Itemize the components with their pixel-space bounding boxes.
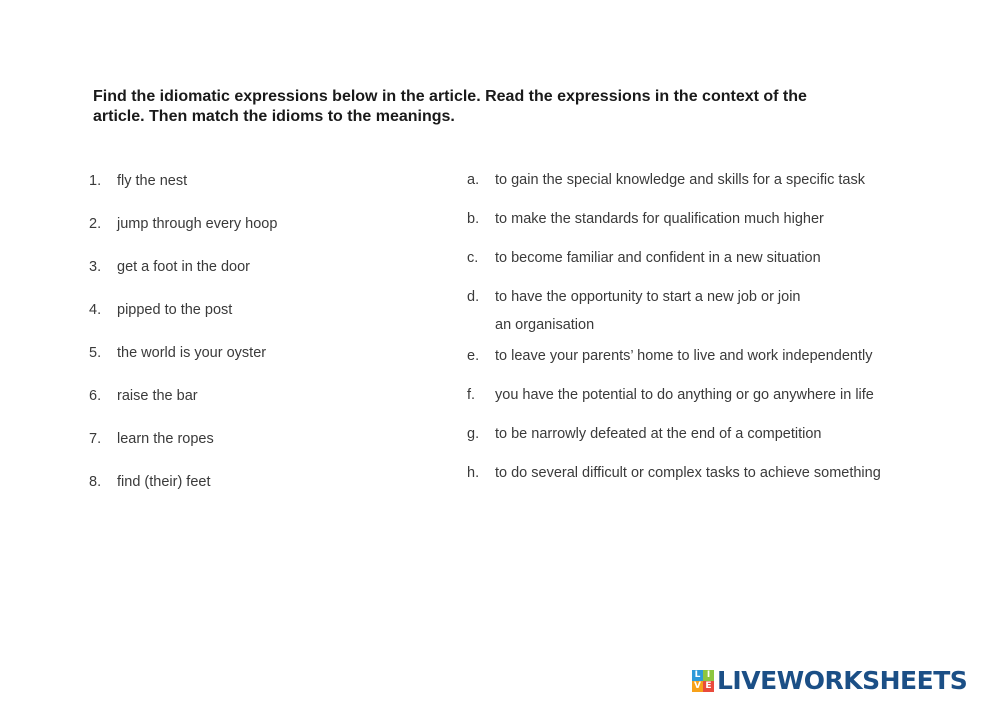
idiom-text: find (their) feet bbox=[117, 474, 211, 490]
logo-badge-letter: I bbox=[703, 670, 714, 681]
idiom-item bbox=[89, 387, 277, 430]
meaning-text: to become familiar and confident in a new situation bbox=[495, 250, 821, 266]
meaning-letter: a. bbox=[467, 172, 480, 188]
idiom-text: pipped to the post bbox=[117, 302, 233, 318]
idiom-item bbox=[89, 301, 277, 344]
idiom-item bbox=[89, 430, 277, 473]
idiom-text: learn the ropes bbox=[117, 431, 214, 447]
meaning-item bbox=[467, 171, 881, 210]
meaning-text: to make the standards for qualification much higher bbox=[495, 211, 824, 227]
idiom-text: raise the bar bbox=[117, 388, 198, 404]
meaning-letter: f. bbox=[467, 387, 476, 403]
meaning-letter: b. bbox=[467, 211, 480, 227]
meaning-item bbox=[467, 425, 881, 464]
idiom-number: 2. bbox=[89, 216, 102, 232]
idiom-item bbox=[89, 172, 277, 215]
meaning-item bbox=[467, 283, 881, 350]
idiom-text: jump through every hoop bbox=[117, 216, 278, 232]
instructions bbox=[93, 87, 883, 127]
meaning-item bbox=[467, 347, 881, 386]
logo-badge-letter: L bbox=[692, 670, 703, 681]
meaning-text: you have the potential to do anything or go anywhere in life bbox=[495, 387, 874, 403]
idiom-number: 8. bbox=[89, 474, 102, 490]
meaning-letter: c. bbox=[467, 250, 479, 266]
idiom-number: 3. bbox=[89, 259, 102, 275]
idiom-number: 5. bbox=[89, 345, 102, 361]
meaning-text-continued: an organisation bbox=[495, 317, 595, 333]
instructions-line-2: article. Then match the idioms to the meanings. bbox=[93, 108, 455, 125]
idiom-number: 4. bbox=[89, 302, 102, 318]
idiom-item bbox=[89, 215, 277, 258]
idiom-text: fly the nest bbox=[117, 173, 188, 189]
idiom-item bbox=[89, 473, 277, 516]
meaning-item bbox=[467, 210, 881, 249]
idiom-text: get a foot in the door bbox=[117, 259, 251, 275]
meaning-list bbox=[467, 171, 881, 503]
logo-badge-letter: V bbox=[692, 681, 703, 692]
meaning-item bbox=[467, 386, 881, 425]
liveworksheets-logo bbox=[692, 666, 967, 696]
meaning-text: to leave your parents’ home to live and work independently bbox=[495, 348, 873, 364]
logo-badge-letter: E bbox=[703, 681, 714, 692]
idiom-number: 1. bbox=[89, 173, 102, 189]
idiom-item bbox=[89, 258, 277, 301]
idiom-text: the world is your oyster bbox=[117, 345, 267, 361]
meaning-letter: e. bbox=[467, 348, 480, 364]
idiom-number: 6. bbox=[89, 388, 102, 404]
instructions-line-1: Find the idiomatic expressions below in the article. Read the expressions in the context of the bbox=[93, 88, 807, 105]
meaning-text: to have the opportunity to start a new job or join bbox=[495, 289, 801, 305]
idiom-list bbox=[89, 172, 277, 516]
meaning-letter: g. bbox=[467, 426, 480, 442]
idiom-item bbox=[89, 344, 277, 387]
logo-badge-icon bbox=[692, 670, 714, 692]
idiom-number: 7. bbox=[89, 431, 102, 447]
meaning-letter: h. bbox=[467, 465, 480, 481]
meaning-text: to be narrowly defeated at the end of a competition bbox=[495, 426, 822, 442]
meaning-text: to do several difficult or complex tasks to achieve something bbox=[495, 465, 881, 481]
meaning-item bbox=[467, 464, 881, 503]
meaning-text: to gain the special knowledge and skills for a specific task bbox=[495, 172, 865, 188]
logo-text: LIVEWORKSHEETS bbox=[717, 666, 968, 695]
meaning-letter: d. bbox=[467, 289, 480, 305]
